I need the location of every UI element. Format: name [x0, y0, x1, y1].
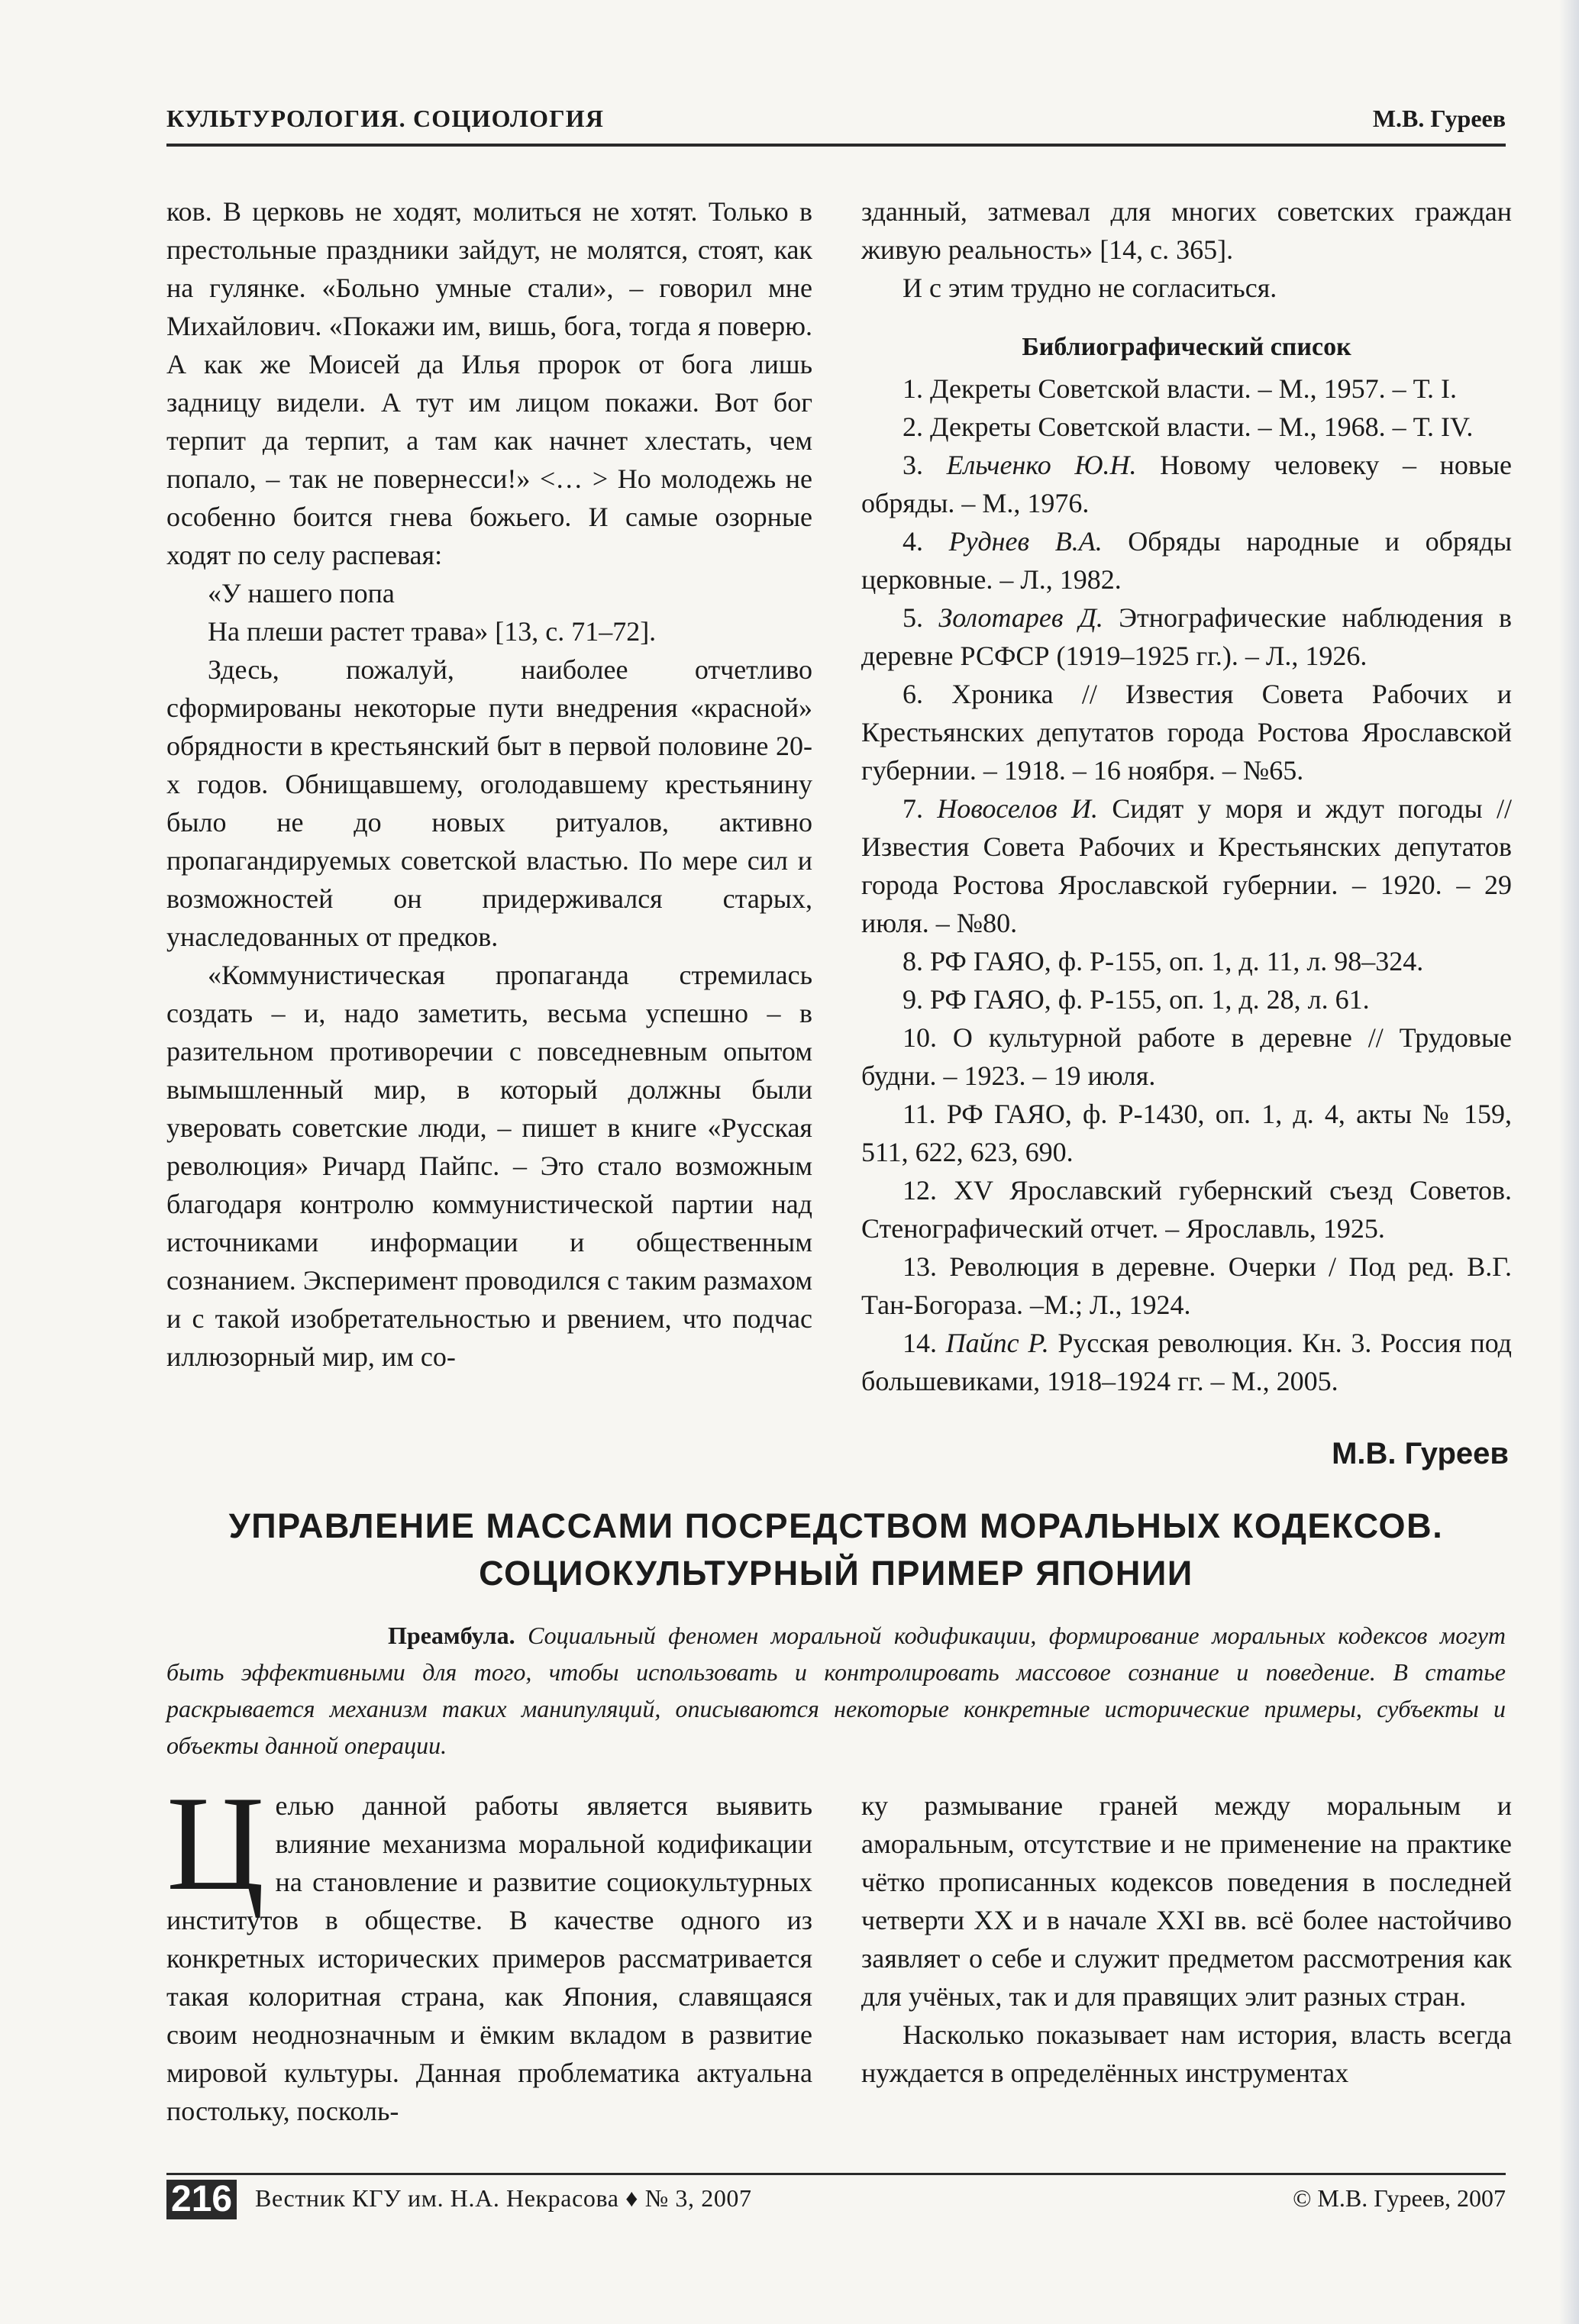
bibliography-number: 5.	[903, 602, 923, 633]
paragraph-text: елью данной работы является выявить влияние механизма моральной кодификации на становление и развитие социокультурных институтов в обществе. В качестве одного из конкретных исторических примеров рассматривается такая колоритная страна, как Япония, славящаяся своим неоднозначным и ёмким вкладом в развитие мировой культуры. Данная проблематика актуальна постольку, посколь-	[166, 1790, 812, 2126]
article-left-column	[166, 1767, 812, 2130]
article-abstract	[166, 1617, 1506, 1764]
verse-line: На плеши растет трава» [13, с. 71–72].	[208, 616, 657, 647]
bibliography-number: 3.	[903, 450, 923, 480]
bibliography-item	[861, 1018, 1512, 1095]
bibliography-author: Ельченко Ю.Н.	[946, 450, 1137, 480]
paragraph: ков. В церковь не ходят, молиться не хотят. Только в престольные праздники зайдут, не молятся, стоят, как на гулянке. «Больно умные стали», – говорил мне Михайлович. «Покажи им, вишь, бога, тогда я поверю. А как же Моисей да Илья пророк от бога лишь задницу видели. А тут им лицом покажи. Вот бог терпит да терпит, а там как начнет хлестать, чем попало, – так не повернесси!» <… > Но молодежь не особенно боится гнева божьего. И самые озорные ходят по селу распевая:	[166, 196, 812, 570]
paragraph: Насколько показывает нам история, власть всегда нуждается в определённых инструментах	[861, 2019, 1512, 2088]
bibliography-item	[861, 675, 1512, 789]
bibliography-number: 8.	[903, 946, 923, 976]
bibliography-text: Сидят у моря и ждут погоды // Известия Совета Рабочих и Крестьянских депутатов города Ростова Ярославской губернии. – 1920. – 29 июля. – №80.	[861, 793, 1513, 938]
bibliography-text: О культурной работе в деревне // Трудовые будни. – 1923. – 19 июля.	[861, 1022, 1513, 1091]
page-edge-shadow	[1559, 0, 1579, 2324]
bibliography-text: Обряды народные и обряды церковные. – Л., 1982.	[861, 526, 1513, 595]
bibliography-item	[861, 942, 1512, 980]
abstract-text: Социальный феномен моральной кодификации, формирование моральных кодексов могут быть эффективными для того, чтобы использовать и контролировать массовое сознание и поведение. В статье раскрывается механизм таких манипуляций, описываются некоторые конкретные исторические примеры, субъекты и объекты данной операции.	[166, 1622, 1506, 1759]
paragraph	[166, 1767, 812, 2130]
prev-article-right-column	[861, 192, 1512, 1400]
bibliography-number: 2.	[903, 412, 923, 442]
bibliography-text: Этнографические наблюдения в деревне РСФСР (1919–1925 гг.). – Л., 1926.	[861, 602, 1512, 671]
journal-name: Вестник КГУ им. Н.А. Некрасова ♦ № 3, 2007	[255, 2184, 752, 2212]
header-author: М.В. Гуреев	[1372, 105, 1506, 132]
bibliography-title: Библиографический список	[1022, 333, 1351, 361]
bibliography-item	[861, 408, 1512, 446]
bibliography-text: Хроника // Известия Совета Рабочих и Крестьянских депутатов города Ростова Ярославской губернии. – 1918. – 16 ноября. – №65.	[861, 679, 1513, 786]
bibliography-text: Декреты Советской власти. – М., 1957. – Т. I.	[930, 373, 1458, 404]
bibliography-text: Русская революция. Кн. 3. Россия под большевиками, 1918–1924 гг. – М., 2005.	[861, 1328, 1512, 1396]
bibliography-item	[861, 1095, 1512, 1171]
bibliography-number: 12.	[903, 1175, 937, 1206]
bibliography-item	[861, 370, 1512, 408]
bibliography-number: 9.	[903, 984, 923, 1015]
paragraph: Здесь, пожалуй, наиболее отчетливо сформированы некоторые пути внедрения «красной» обрядности в крестьянский быт в первой половине 20-х годов. Обнищавшему, оголодавшему крестьянину было не до новых ритуалов, активно пропагандируемых советской властью. По мере сил и возможностей он придерживался старых, унаследованных от предков.	[166, 654, 812, 952]
article-right-column	[861, 1787, 1512, 2092]
page-number: 216	[166, 2180, 237, 2219]
verse-line: «У нашего попа	[208, 578, 395, 608]
prev-article-left-column	[166, 192, 812, 1376]
copyright: © М.В. Гуреев, 2007	[1293, 2184, 1506, 2212]
bibliography-item	[861, 446, 1512, 522]
bibliography-item	[861, 522, 1512, 599]
bibliography-number: 7.	[903, 793, 923, 824]
bibliography-item	[861, 1324, 1512, 1400]
bibliography-item	[861, 789, 1512, 942]
bibliography-author: Золотарев Д.	[938, 602, 1103, 633]
bibliography-author: Руднев В.А.	[948, 526, 1103, 557]
bibliography-text: РФ ГАЯО, ф. Р-155, оп. 1, д. 28, л. 61.	[930, 984, 1370, 1015]
bibliography-item	[861, 1171, 1512, 1248]
paragraph: ку размывание граней между моральным и аморальным, отсутствие и не применение на практике чётко прописанных кодексов поведения в последней четверти XX и в начале XXI вв. всё более настойчиво заявляет о себе и служит предметом рассмотрения как для учёных, так и для правящих элит разных стран.	[861, 1790, 1512, 2012]
article-author: М.В. Гуреев	[1332, 1437, 1509, 1470]
bibliography-item	[861, 1248, 1512, 1324]
bibliography-number: 14.	[903, 1328, 937, 1358]
paragraph: И с этим трудно не согласиться.	[903, 273, 1277, 303]
bibliography-text: РФ ГАЯО, ф. Р-155, оп. 1, д. 11, л. 98–324.	[930, 946, 1424, 976]
article-title	[166, 1503, 1506, 1597]
bibliography-author: Пайпс Р.	[945, 1328, 1049, 1358]
bibliography-text: Декреты Советской власти. – М., 1968. – Т. IV.	[930, 412, 1474, 442]
bibliography-number: 6.	[903, 679, 923, 709]
bibliography-number: 1.	[903, 373, 923, 404]
bibliography-text: РФ ГАЯО, ф. Р-1430, оп. 1, д. 4, акты № 159, 511, 622, 623, 690.	[861, 1099, 1512, 1167]
header-section: КУЛЬТУРОЛОГИЯ. СОЦИОЛОГИЯ	[166, 105, 605, 132]
bibliography-list	[861, 370, 1512, 1400]
running-header	[166, 98, 1506, 147]
bibliography-item	[861, 980, 1512, 1018]
page-footer	[166, 2173, 1506, 2224]
paragraph: зданный, затмевал для многих советских граждан живую реальность» [14, с. 365].	[861, 196, 1512, 265]
paragraph: «Коммунистическая пропаганда стремилась создать – и, надо заметить, весьма успешно – в разительном противоречии с повседневным опытом вымышленный мир, в который должны были уверовать советские люди, – пишет в книге «Русская революция» Ричард Пайпс. – Это стало возможным благодаря контролю коммунистической партии над источниками информации и общественным сознанием. Эксперимент проводился с таким размахом и с такой изобретательностью и рвением, что подчас иллюзорный мир, им со-	[166, 960, 812, 1372]
bibliography-number: 13.	[903, 1251, 937, 1282]
bibliography-author: Новоселов И.	[937, 793, 1099, 824]
bibliography-text: Революция в деревне. Очерки / Под ред. В.Г. Тан-Богораза. –М.; Л., 1924.	[861, 1251, 1513, 1320]
bibliography-number: 10.	[903, 1022, 937, 1053]
article-title-line: СОЦИОКУЛЬТУРНЫЙ ПРИМЕР ЯПОНИИ	[479, 1554, 1193, 1593]
bibliography-item	[861, 599, 1512, 675]
article-title-line: УПРАВЛЕНИЕ МАССАМИ ПОСРЕДСТВОМ МОРАЛЬНЫХ КОДЕКСОВ.	[228, 1506, 1444, 1545]
drop-cap: Ц	[166, 1767, 265, 1919]
bibliography-number: 11.	[903, 1099, 936, 1129]
bibliography-text: XV Ярославский губернский съезд Советов. Стенографический отчет. – Ярославль, 1925.	[861, 1175, 1512, 1244]
bibliography-number: 4.	[903, 526, 923, 557]
abstract-label: Преамбула.	[388, 1622, 515, 1649]
bibliography-text: Новому человеку – новые обряды. – М., 1976.	[861, 450, 1513, 518]
